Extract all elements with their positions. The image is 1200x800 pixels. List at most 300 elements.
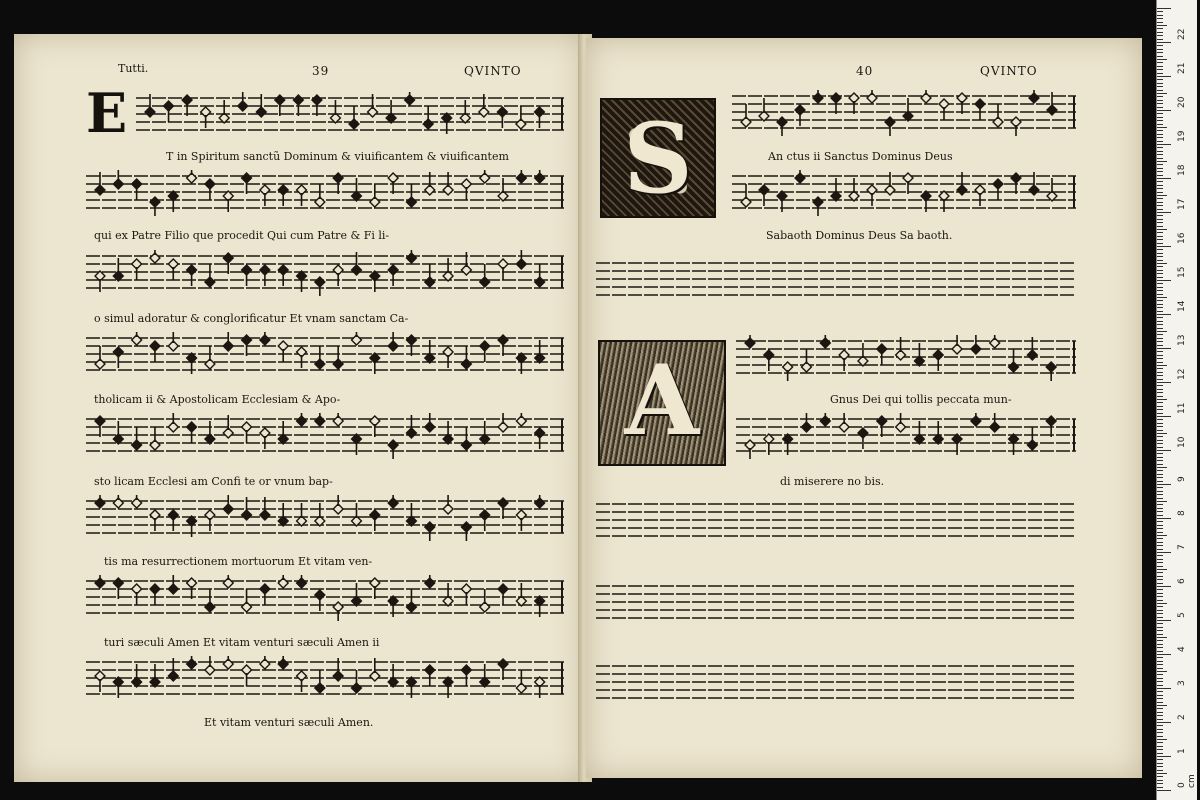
note-mark bbox=[242, 265, 252, 286]
ruler-tick bbox=[1157, 487, 1163, 488]
ruler-tick bbox=[1157, 22, 1163, 23]
staff bbox=[86, 575, 564, 621]
note-mark bbox=[95, 671, 105, 692]
note-mark bbox=[896, 413, 906, 432]
ruler-label: 0 cm bbox=[1177, 774, 1197, 788]
note-mark bbox=[1027, 427, 1037, 450]
note-mark bbox=[297, 413, 307, 426]
note-mark bbox=[535, 170, 545, 183]
note-mark bbox=[388, 332, 398, 351]
woodcut-letter-s: S bbox=[623, 102, 693, 215]
ruler-tick bbox=[1157, 273, 1163, 274]
note-mark bbox=[113, 347, 123, 368]
ruler-label: 13 bbox=[1177, 334, 1187, 346]
note-mark bbox=[443, 677, 453, 698]
note-mark bbox=[442, 113, 452, 134]
ruler-tick bbox=[1157, 311, 1163, 312]
note-mark bbox=[315, 590, 325, 611]
staff bbox=[596, 580, 1076, 626]
ruler-tick bbox=[1157, 328, 1163, 329]
ruler-tick bbox=[1157, 436, 1163, 437]
ruler-tick bbox=[1157, 617, 1163, 618]
note-mark bbox=[201, 107, 211, 128]
note-mark bbox=[461, 665, 471, 686]
ruler-tick bbox=[1157, 239, 1163, 240]
ruler-label: 6 bbox=[1177, 578, 1187, 584]
ruler-tick bbox=[1157, 171, 1163, 172]
note-mark bbox=[297, 271, 307, 292]
note-mark bbox=[535, 264, 545, 287]
note-mark bbox=[839, 350, 849, 371]
note-mark bbox=[370, 184, 380, 207]
note-mark bbox=[260, 332, 270, 345]
lyric-line: An ctus ii Sanctus Dominus Deus bbox=[768, 150, 953, 163]
note-mark bbox=[867, 90, 877, 103]
ruler-tick bbox=[1157, 243, 1163, 244]
staff bbox=[86, 170, 564, 216]
note-mark bbox=[278, 421, 288, 444]
note-mark bbox=[831, 178, 841, 201]
note-mark bbox=[297, 503, 307, 526]
note-mark bbox=[315, 346, 325, 369]
note-mark bbox=[795, 170, 805, 183]
ruler-tick bbox=[1157, 151, 1163, 152]
note-mark bbox=[132, 427, 142, 450]
ruler-tick bbox=[1157, 256, 1163, 257]
note-mark bbox=[205, 589, 215, 612]
ruler-tick bbox=[1157, 477, 1163, 478]
note-mark bbox=[425, 575, 435, 588]
note-mark bbox=[132, 179, 142, 200]
ruler-tick bbox=[1157, 351, 1163, 352]
note-mark bbox=[993, 179, 1003, 200]
ruler-tick bbox=[1157, 753, 1163, 754]
staff bbox=[732, 90, 1076, 136]
ruler-tick bbox=[1157, 270, 1163, 271]
note-mark bbox=[187, 170, 197, 183]
ruler-tick bbox=[1157, 158, 1163, 159]
note-mark bbox=[168, 510, 178, 531]
ruler-tick bbox=[1157, 147, 1163, 148]
ruler-tick bbox=[1157, 620, 1171, 621]
note-mark bbox=[777, 117, 787, 136]
ruler-tick bbox=[1157, 623, 1163, 624]
ruler-tick bbox=[1157, 593, 1163, 594]
ruler-tick bbox=[1157, 603, 1167, 604]
note-mark bbox=[745, 335, 755, 348]
note-mark bbox=[260, 185, 270, 206]
ruler-tick bbox=[1157, 69, 1163, 70]
ruler-tick bbox=[1157, 552, 1171, 553]
note-mark bbox=[423, 106, 433, 129]
running-head-right: QVINTO bbox=[980, 64, 1038, 78]
ruler-tick bbox=[1157, 450, 1171, 451]
ruler-tick bbox=[1157, 52, 1163, 53]
staff bbox=[596, 498, 1076, 544]
ruler-tick bbox=[1157, 385, 1163, 386]
ruler-tick bbox=[1157, 525, 1163, 526]
note-mark bbox=[242, 589, 252, 612]
ruler-tick bbox=[1157, 260, 1163, 261]
ruler-tick bbox=[1157, 253, 1163, 254]
note-mark bbox=[219, 100, 229, 123]
ruler-tick bbox=[1157, 324, 1163, 325]
ruler-tick bbox=[1157, 433, 1167, 434]
ruler-tick bbox=[1157, 685, 1163, 686]
note-mark bbox=[480, 664, 490, 687]
ruler-tick bbox=[1157, 103, 1163, 104]
ruler-tick bbox=[1157, 443, 1163, 444]
ruler-label: 15 bbox=[1177, 266, 1187, 278]
ruler-tick bbox=[1157, 511, 1163, 512]
ruler-tick bbox=[1157, 627, 1163, 628]
note-mark bbox=[921, 191, 931, 212]
note-mark bbox=[885, 117, 895, 136]
ruler-tick bbox=[1157, 661, 1163, 662]
ruler-tick bbox=[1157, 695, 1163, 696]
ruler-tick bbox=[1157, 742, 1163, 743]
ruler-tick bbox=[1157, 535, 1167, 536]
note-mark bbox=[132, 332, 142, 345]
ruler-label: 11 bbox=[1177, 402, 1187, 414]
note-mark bbox=[388, 440, 398, 459]
ruler-tick bbox=[1157, 117, 1163, 118]
note-mark bbox=[480, 264, 490, 287]
ruler-tick bbox=[1157, 49, 1163, 50]
ruler-tick bbox=[1157, 453, 1163, 454]
ruler-tick bbox=[1157, 25, 1167, 26]
ruler-tick bbox=[1157, 413, 1163, 414]
ruler-tick bbox=[1157, 375, 1163, 376]
note-mark bbox=[516, 510, 526, 531]
note-mark bbox=[352, 332, 362, 345]
ruler-tick bbox=[1157, 521, 1163, 522]
ruler-tick bbox=[1157, 583, 1163, 584]
ruler-tick bbox=[1157, 222, 1163, 223]
note-mark bbox=[95, 495, 105, 508]
ruler-tick bbox=[1157, 773, 1167, 774]
ruler-tick bbox=[1157, 708, 1163, 709]
ruler-label: 12 bbox=[1177, 368, 1187, 380]
note-mark bbox=[535, 428, 545, 449]
ruler-tick bbox=[1157, 18, 1163, 19]
note-mark bbox=[95, 575, 105, 588]
ruler-tick bbox=[1157, 164, 1163, 165]
note-mark bbox=[461, 427, 471, 450]
woodcut-letter-a: A bbox=[624, 344, 700, 457]
ruler-tick bbox=[1157, 702, 1163, 703]
note-mark bbox=[764, 434, 774, 455]
note-mark bbox=[516, 670, 526, 693]
note-mark bbox=[741, 104, 751, 127]
note-mark bbox=[205, 510, 215, 531]
note-mark bbox=[443, 583, 453, 606]
ruler-tick bbox=[1157, 73, 1163, 74]
ruler-tick bbox=[1157, 219, 1163, 220]
note-mark bbox=[132, 495, 142, 508]
note-mark bbox=[802, 349, 812, 372]
ruler-tick bbox=[1157, 321, 1163, 322]
ruler-tick bbox=[1157, 379, 1163, 380]
note-mark bbox=[315, 670, 325, 693]
ruler-tick bbox=[1157, 698, 1163, 699]
ruler-label: 5 bbox=[1177, 612, 1187, 618]
note-mark bbox=[443, 421, 453, 444]
ruler-tick bbox=[1157, 35, 1163, 36]
note-mark bbox=[168, 575, 178, 594]
note-mark bbox=[461, 584, 471, 605]
ruler-tick bbox=[1157, 715, 1163, 716]
ruler-tick bbox=[1157, 283, 1163, 284]
lyric-line: qui ex Patre Filio que procedit Qui cum Patre & Fi li- bbox=[94, 229, 390, 242]
ruler-tick bbox=[1157, 368, 1163, 369]
ruler-tick bbox=[1157, 154, 1163, 155]
ruler-tick bbox=[1157, 637, 1167, 638]
note-mark bbox=[1029, 90, 1039, 103]
ruler-tick bbox=[1157, 338, 1163, 339]
staff bbox=[86, 250, 564, 296]
note-mark bbox=[95, 271, 105, 292]
ruler-tick bbox=[1157, 175, 1163, 176]
ruler-tick bbox=[1157, 62, 1163, 63]
note-mark bbox=[278, 265, 288, 286]
ruler-tick bbox=[1157, 542, 1163, 543]
note-mark bbox=[260, 584, 270, 605]
note-mark bbox=[939, 191, 949, 212]
note-mark bbox=[877, 344, 887, 365]
ruler-tick bbox=[1157, 307, 1163, 308]
note-mark bbox=[168, 413, 178, 432]
ruler-tick bbox=[1157, 657, 1163, 658]
ruler-tick bbox=[1157, 678, 1163, 679]
note-mark bbox=[498, 413, 508, 432]
ruler-tick bbox=[1157, 538, 1163, 539]
ruler-tick bbox=[1157, 610, 1163, 611]
note-mark bbox=[297, 575, 307, 588]
ruler-tick bbox=[1157, 749, 1163, 750]
ruler-tick bbox=[1157, 630, 1163, 631]
ruler-tick bbox=[1157, 423, 1163, 424]
staff bbox=[736, 335, 1076, 381]
ruler-tick bbox=[1157, 579, 1163, 580]
lyric-line: Et vitam venturi sæculi Amen. bbox=[204, 716, 374, 729]
woodcut-initial-s bbox=[600, 98, 716, 218]
ruler-tick bbox=[1157, 389, 1163, 390]
ruler-tick bbox=[1157, 304, 1163, 305]
note-mark bbox=[132, 259, 142, 280]
ruler-tick bbox=[1157, 515, 1163, 516]
staff bbox=[86, 413, 564, 459]
ruler-tick bbox=[1157, 654, 1171, 655]
ruler-tick bbox=[1157, 725, 1163, 726]
ruler-label: 7 bbox=[1177, 544, 1187, 550]
ruler-tick bbox=[1157, 28, 1163, 29]
ruler-tick bbox=[1157, 736, 1163, 737]
ruler-tick bbox=[1157, 294, 1163, 295]
ruler-tick bbox=[1157, 651, 1163, 652]
lyric-line: tis ma resurrectionem mortuorum Et vitam ven- bbox=[104, 555, 373, 568]
lyric-line: sto licam Ecclesi am Confi te or vnum bap- bbox=[94, 475, 333, 488]
note-mark bbox=[132, 664, 142, 687]
ruler-tick bbox=[1157, 392, 1163, 393]
note-mark bbox=[764, 350, 774, 371]
ruler-tick bbox=[1157, 120, 1163, 121]
ruler-tick bbox=[1157, 348, 1171, 349]
ruler-tick bbox=[1157, 195, 1167, 196]
ruler-tick bbox=[1157, 705, 1167, 706]
note-mark bbox=[820, 335, 830, 348]
ruler-tick bbox=[1157, 249, 1163, 250]
ruler-tick bbox=[1157, 766, 1163, 767]
note-mark bbox=[388, 664, 398, 687]
ruler-tick bbox=[1157, 236, 1163, 237]
page-number-right: 40 bbox=[856, 64, 874, 78]
ruler-tick bbox=[1157, 504, 1163, 505]
lyric-line: Gnus Dei qui tollis peccata mun- bbox=[830, 393, 1012, 406]
ruler-label: 20 bbox=[1177, 96, 1187, 108]
note-mark bbox=[150, 197, 160, 216]
note-mark bbox=[370, 510, 380, 531]
note-mark bbox=[242, 665, 252, 686]
note-mark bbox=[498, 178, 508, 201]
ruler-tick bbox=[1157, 110, 1171, 111]
ruler-tick bbox=[1157, 406, 1163, 407]
note-mark bbox=[516, 583, 526, 606]
ruler-label: 10 bbox=[1177, 436, 1187, 448]
ruler-tick bbox=[1157, 90, 1163, 91]
note-mark bbox=[990, 413, 1000, 432]
ruler-tick bbox=[1157, 93, 1167, 94]
note-mark bbox=[315, 413, 325, 426]
ruler-tick bbox=[1157, 168, 1163, 169]
ruler-tick bbox=[1157, 464, 1163, 465]
note-mark bbox=[741, 184, 751, 207]
ruler-tick bbox=[1157, 130, 1163, 131]
note-mark bbox=[1009, 434, 1019, 455]
ruler-tick bbox=[1157, 59, 1167, 60]
ruler-tick bbox=[1157, 86, 1163, 87]
note-mark bbox=[461, 346, 471, 369]
note-mark bbox=[1046, 362, 1056, 381]
note-mark bbox=[990, 335, 1000, 348]
ruler-tick bbox=[1157, 263, 1167, 264]
ruler-tick bbox=[1157, 674, 1163, 675]
note-mark bbox=[187, 516, 197, 537]
note-mark bbox=[1011, 117, 1021, 136]
ruler-label: 21 bbox=[1177, 62, 1187, 74]
note-mark bbox=[205, 421, 215, 444]
note-mark bbox=[498, 584, 508, 605]
ruler-tick bbox=[1157, 402, 1163, 403]
note-mark bbox=[759, 98, 769, 121]
ruler-tick bbox=[1157, 232, 1163, 233]
note-mark bbox=[333, 495, 343, 514]
note-mark bbox=[260, 265, 270, 286]
note-mark bbox=[388, 265, 398, 286]
ruler-tick bbox=[1157, 124, 1163, 125]
note-mark bbox=[480, 421, 490, 444]
note-mark bbox=[205, 346, 215, 369]
note-mark bbox=[150, 341, 160, 362]
note-mark bbox=[516, 353, 526, 374]
note-mark bbox=[278, 503, 288, 526]
ruler-tick bbox=[1157, 532, 1163, 533]
note-mark bbox=[406, 503, 416, 526]
ruler-tick bbox=[1157, 484, 1171, 485]
note-mark bbox=[223, 191, 233, 212]
ruler-tick bbox=[1157, 498, 1163, 499]
note-mark bbox=[187, 656, 197, 669]
ruler-label: 3 bbox=[1177, 680, 1187, 686]
lyric-line: T in Spiritum sanctũ Dominum & viuificantem & viuificantem bbox=[166, 150, 509, 163]
initial-letter-e: E bbox=[86, 81, 128, 145]
note-mark bbox=[535, 677, 545, 698]
note-mark bbox=[297, 185, 307, 206]
running-head-left: QVINTO bbox=[464, 64, 522, 78]
note-mark bbox=[297, 671, 307, 692]
note-mark bbox=[480, 341, 490, 362]
note-mark bbox=[238, 92, 248, 111]
note-mark bbox=[352, 670, 362, 693]
tutti-label: Tutti. bbox=[118, 62, 149, 75]
ruler-tick bbox=[1157, 396, 1163, 397]
ruler-tick bbox=[1157, 331, 1167, 332]
ruler-tick bbox=[1157, 746, 1163, 747]
ruler-tick bbox=[1157, 229, 1167, 230]
note-mark bbox=[333, 265, 343, 286]
ruler-tick bbox=[1157, 345, 1163, 346]
note-mark bbox=[242, 422, 252, 443]
ruler-tick bbox=[1157, 300, 1163, 301]
ruler-tick bbox=[1157, 770, 1163, 771]
ruler-tick bbox=[1157, 107, 1163, 108]
note-mark bbox=[168, 332, 178, 351]
note-mark bbox=[150, 584, 160, 605]
note-mark bbox=[187, 422, 197, 443]
note-mark bbox=[150, 250, 160, 263]
note-mark bbox=[352, 583, 362, 606]
note-mark bbox=[443, 495, 453, 514]
note-mark bbox=[278, 575, 288, 588]
ruler-tick bbox=[1157, 664, 1163, 665]
note-mark bbox=[820, 413, 830, 426]
note-mark bbox=[406, 589, 416, 612]
ruler-tick bbox=[1157, 447, 1163, 448]
note-mark bbox=[331, 100, 341, 123]
ruler-tick bbox=[1157, 589, 1163, 590]
note-mark bbox=[406, 677, 416, 698]
note-mark bbox=[260, 428, 270, 449]
ruler-tick bbox=[1157, 470, 1163, 471]
ruler-tick bbox=[1157, 79, 1163, 80]
note-mark bbox=[921, 90, 931, 103]
note-mark bbox=[278, 656, 288, 669]
ruler-tick bbox=[1157, 467, 1167, 468]
note-mark bbox=[839, 413, 849, 432]
ruler-tick bbox=[1157, 481, 1163, 482]
lyric-line: o simul adoratur & conglorificatur Et vnam sanctam Ca- bbox=[94, 312, 409, 325]
note-mark bbox=[113, 677, 123, 698]
ruler-tick bbox=[1157, 644, 1163, 645]
ruler-tick bbox=[1157, 39, 1163, 40]
ruler-tick bbox=[1157, 181, 1163, 182]
ruler-tick bbox=[1157, 668, 1163, 669]
note-mark bbox=[333, 346, 343, 369]
note-mark bbox=[461, 522, 471, 541]
ruler-tick bbox=[1157, 518, 1171, 519]
note-mark bbox=[516, 413, 526, 426]
note-mark bbox=[187, 265, 197, 286]
